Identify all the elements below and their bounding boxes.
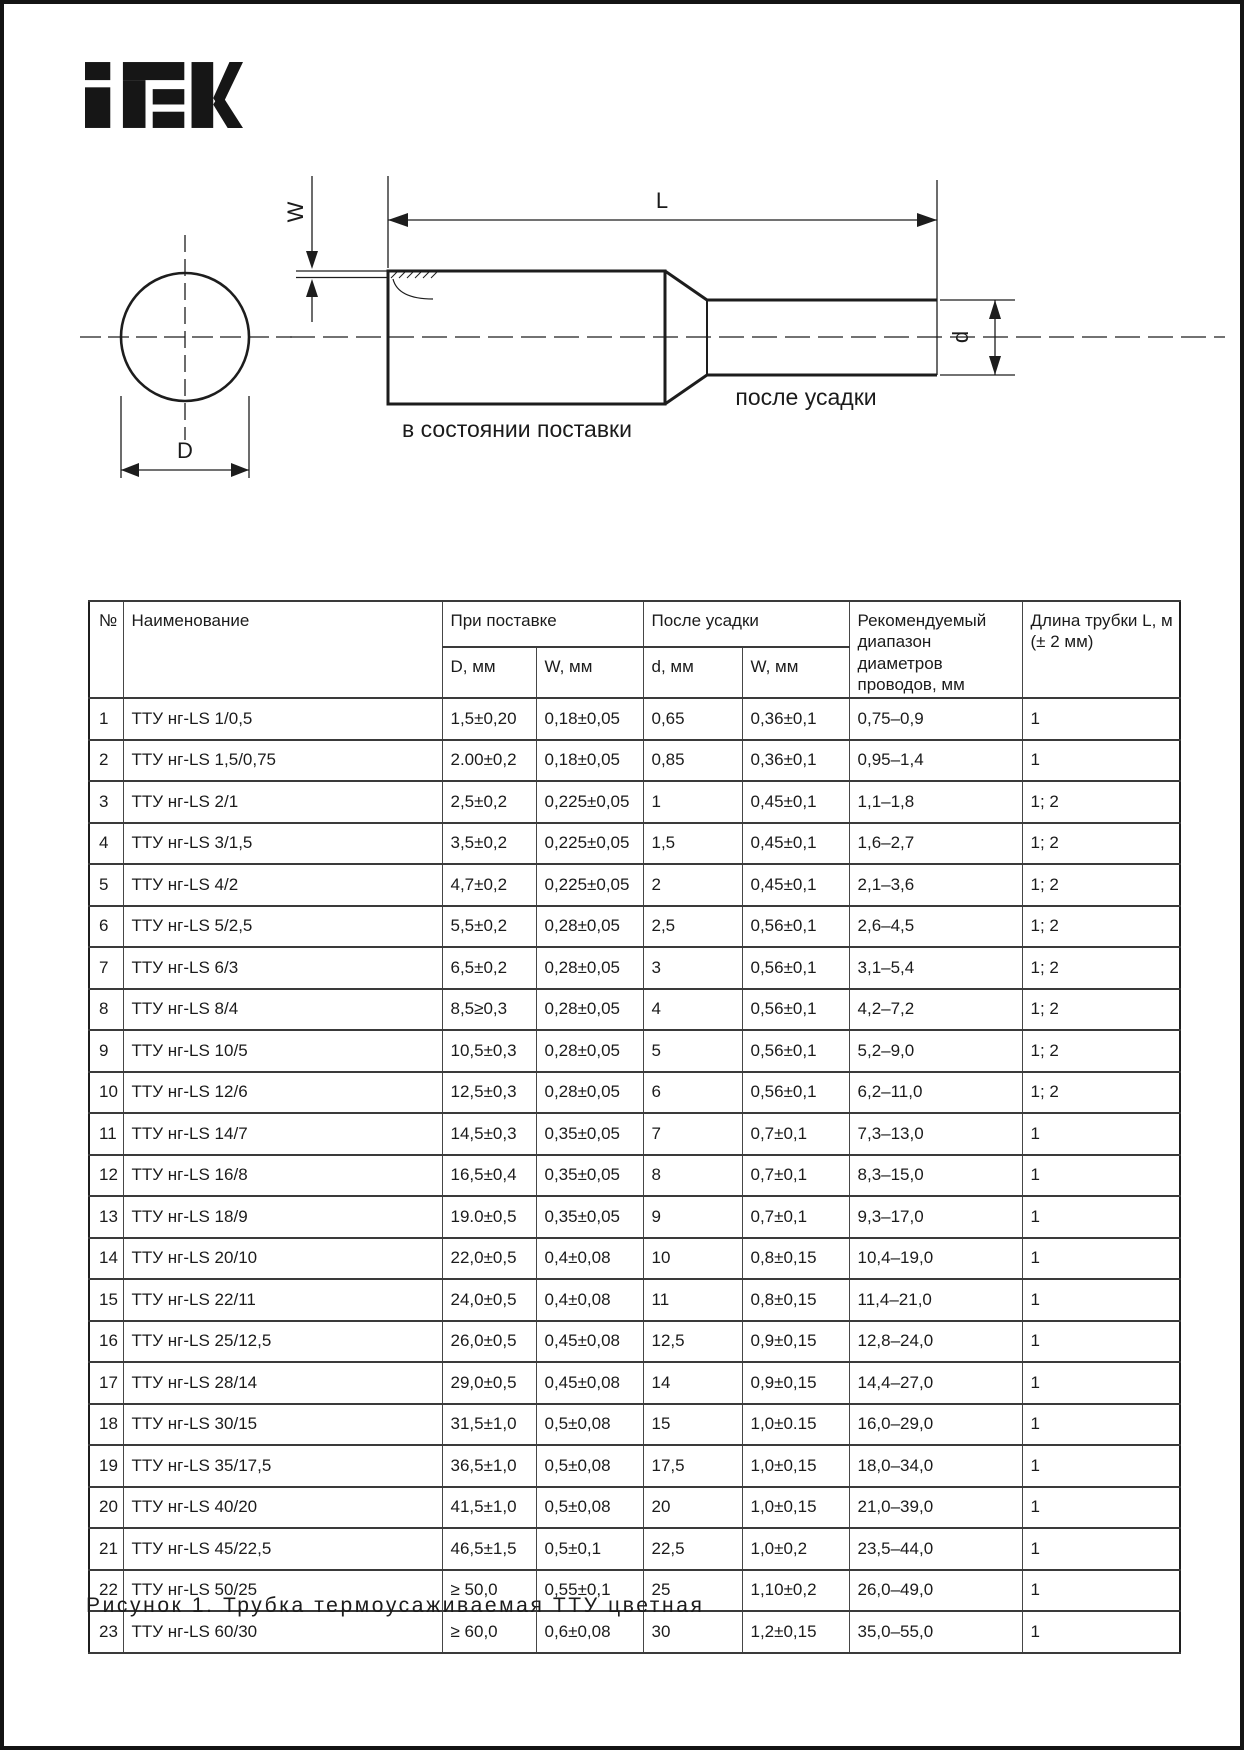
table-cell: 0,36±0,1: [742, 698, 849, 740]
dimension-W-arrow-up: [306, 279, 318, 297]
table-cell: 0,45±0,1: [742, 823, 849, 865]
table-cell: 1: [1022, 1487, 1180, 1529]
table-cell: 1; 2: [1022, 823, 1180, 865]
table-cell: ТТУ нг-LS 28/14: [123, 1362, 442, 1404]
table-cell: 12: [89, 1155, 123, 1197]
dimension-W-label: W: [283, 201, 308, 223]
table-cell: 23: [89, 1611, 123, 1653]
table-cell: 36,5±1,0: [442, 1445, 536, 1487]
table-cell: 0,35±0,05: [536, 1155, 643, 1197]
table-cell: 1,0±0,2: [742, 1528, 849, 1570]
table-cell: 14,4–27,0: [849, 1362, 1022, 1404]
table-row: [89, 906, 1180, 948]
dimension-D-label: D: [177, 438, 193, 463]
table-cell: 1: [1022, 1321, 1180, 1363]
table-cell: 1,0±0,15: [742, 1445, 849, 1487]
table-cell: 18,0–34,0: [849, 1445, 1022, 1487]
table-cell: 0,7±0,1: [742, 1113, 849, 1155]
table-cell: 2,6–4,5: [849, 906, 1022, 948]
table-row: [89, 1487, 1180, 1529]
col-header-after-W: W, мм: [742, 647, 849, 698]
table-row: [89, 1445, 1180, 1487]
table-cell: 0,9±0,15: [742, 1321, 849, 1363]
logo-e-top-bar: [123, 62, 184, 80]
table-cell: 0,8±0,15: [742, 1238, 849, 1280]
table-cell: 1,5±0,20: [442, 698, 536, 740]
table-cell: 10: [643, 1238, 742, 1280]
dimension-W-arrow-down: [306, 251, 318, 269]
table-header-row-groups: [89, 601, 1180, 647]
table-cell: 29,0±0,5: [442, 1362, 536, 1404]
table-cell: 26,0–49,0: [849, 1570, 1022, 1612]
table-cell: 0,6±0,08: [536, 1611, 643, 1653]
table-row: [89, 781, 1180, 823]
table-cell: 7: [89, 947, 123, 989]
table-cell: ТТУ нг-LS 6/3: [123, 947, 442, 989]
table-cell: 10,4–19,0: [849, 1238, 1022, 1280]
table-cell: ТТУ нг-LS 10/5: [123, 1030, 442, 1072]
table-body: [89, 698, 1180, 1653]
table-cell: 2,1–3,6: [849, 864, 1022, 906]
table-cell: 0,5±0,08: [536, 1404, 643, 1446]
table-cell: 17,5: [643, 1445, 742, 1487]
dimension-d-arrow-up: [989, 300, 1001, 319]
table-cell: 6,5±0,2: [442, 947, 536, 989]
table-cell: 4: [89, 823, 123, 865]
table-cell: ТТУ нг-LS 40/20: [123, 1487, 442, 1529]
table-cell: 0,4±0,08: [536, 1238, 643, 1280]
table-cell: 16: [89, 1321, 123, 1363]
table-cell: ТТУ нг-LS 20/10: [123, 1238, 442, 1280]
table-cell: 0,5±0,08: [536, 1445, 643, 1487]
table-cell: 1,2±0,15: [742, 1611, 849, 1653]
table-cell: 2: [643, 864, 742, 906]
table-cell: 1,1–1,8: [849, 781, 1022, 823]
table-row: [89, 1155, 1180, 1197]
table-cell: 1: [1022, 1155, 1180, 1197]
table-cell: 11: [89, 1113, 123, 1155]
table-cell: 18: [89, 1404, 123, 1446]
table-row: [89, 1238, 1180, 1280]
table-cell: 8: [89, 989, 123, 1031]
table-cell: 0,225±0,05: [536, 823, 643, 865]
col-header-delivery-W: W, мм: [536, 647, 643, 698]
logo-i-dot: [85, 62, 110, 80]
table-row: [89, 1279, 1180, 1321]
col-header-after-group: После усадки: [643, 601, 849, 647]
table-cell: 1: [1022, 1404, 1180, 1446]
taper-top-edge: [665, 271, 707, 300]
table-cell: 1,10±0,2: [742, 1570, 849, 1612]
table-cell: 6: [643, 1072, 742, 1114]
table-cell: 0,28±0,05: [536, 989, 643, 1031]
table-cell: ТТУ нг-LS 35/17,5: [123, 1445, 442, 1487]
dimension-L-arrow-left: [388, 213, 408, 227]
logo-e-bottom-bar: [153, 112, 185, 128]
table-cell: 0,36±0,1: [742, 740, 849, 782]
table-row: [89, 1404, 1180, 1446]
table-cell: 20: [643, 1487, 742, 1529]
table-cell: 0,5±0,1: [536, 1528, 643, 1570]
table-cell: 7,3–13,0: [849, 1113, 1022, 1155]
table-row: [89, 1362, 1180, 1404]
table-cell: 22,5: [643, 1528, 742, 1570]
table-cell: 17: [89, 1362, 123, 1404]
table-cell: 1; 2: [1022, 781, 1180, 823]
logo-i-body: [85, 87, 110, 128]
table-cell: 0,56±0,1: [742, 1030, 849, 1072]
table-cell: 15: [89, 1279, 123, 1321]
table-cell: 1; 2: [1022, 989, 1180, 1031]
table-cell: 16,5±0,4: [442, 1155, 536, 1197]
table-cell: 11: [643, 1279, 742, 1321]
table-cell: 1; 2: [1022, 1072, 1180, 1114]
dimension-L-label: L: [655, 188, 669, 213]
table-cell: 5,2–9,0: [849, 1030, 1022, 1072]
table-cell: 1: [1022, 740, 1180, 782]
table-cell: 25: [643, 1570, 742, 1612]
taper-bottom-edge: [665, 375, 707, 404]
table-cell: 1: [1022, 1445, 1180, 1487]
table-cell: 0,45±0,08: [536, 1321, 643, 1363]
table-row: [89, 740, 1180, 782]
table-cell: 5: [89, 864, 123, 906]
table-cell: 3: [89, 781, 123, 823]
table-cell: 1: [1022, 1279, 1180, 1321]
table-cell: 7: [643, 1113, 742, 1155]
table-cell: 19.0±0,5: [442, 1196, 536, 1238]
table-cell: 13: [89, 1196, 123, 1238]
table-cell: 46,5±1,5: [442, 1528, 536, 1570]
table-cell: 1: [1022, 1528, 1180, 1570]
table-cell: 0,56±0,1: [742, 1072, 849, 1114]
table-cell: ТТУ нг-LS 45/22,5: [123, 1528, 442, 1570]
table-cell: 35,0–55,0: [849, 1611, 1022, 1653]
dimension-W: [296, 176, 388, 322]
table-row: [89, 947, 1180, 989]
table-cell: 8: [643, 1155, 742, 1197]
col-header-wire-range: Рекомендуемый диапазон диаметров проводов, мм: [849, 601, 1022, 698]
table-cell: 3: [643, 947, 742, 989]
table-cell: 10,5±0,3: [442, 1030, 536, 1072]
table-cell: ≥ 50,0: [442, 1570, 536, 1612]
table-cell: ТТУ нг-LS 18/9: [123, 1196, 442, 1238]
table-cell: 12,8–24,0: [849, 1321, 1022, 1363]
tube-shrunk-outline: [665, 180, 937, 404]
table-cell: 2,5: [643, 906, 742, 948]
table-cell: 10: [89, 1072, 123, 1114]
figure-caption: Рисунок 1. Трубка термоусаживаемая ТТУ цветная: [86, 1594, 705, 1617]
iek-logo-glyphs: [85, 62, 243, 128]
table-cell: 22: [89, 1570, 123, 1612]
table-cell: 9: [643, 1196, 742, 1238]
table-cell: 3,1–5,4: [849, 947, 1022, 989]
table-cell: 0,35±0,05: [536, 1113, 643, 1155]
table-row: [89, 864, 1180, 906]
table-cell: 0,85: [643, 740, 742, 782]
table-cell: 2.00±0,2: [442, 740, 536, 782]
table-cell: ТТУ нг-LS 50/25: [123, 1570, 442, 1612]
table-row: [89, 1528, 1180, 1570]
table-cell: ТТУ нг-LS 60/30: [123, 1611, 442, 1653]
table-cell: 4,7±0,2: [442, 864, 536, 906]
table-cell: 1: [1022, 1238, 1180, 1280]
iek-logo: [85, 58, 243, 132]
table-cell: 8,5≥0,3: [442, 989, 536, 1031]
table-row: [89, 1321, 1180, 1363]
table-cell: 22,0±0,5: [442, 1238, 536, 1280]
table-cell: 4,2–7,2: [849, 989, 1022, 1031]
table-cell: 0,7±0,1: [742, 1196, 849, 1238]
table-cell: 0,7±0,1: [742, 1155, 849, 1197]
table-cell: ТТУ нг-LS 22/11: [123, 1279, 442, 1321]
table-cell: 0,65: [643, 698, 742, 740]
table-cell: 21,0–39,0: [849, 1487, 1022, 1529]
table-cell: 1: [89, 698, 123, 740]
logo-k-lower-arm: [213, 93, 243, 128]
table-cell: 1,0±0.15: [742, 1404, 849, 1446]
table-cell: 9,3–17,0: [849, 1196, 1022, 1238]
table-cell: 0,56±0,1: [742, 947, 849, 989]
table-cell: 0,45±0,1: [742, 864, 849, 906]
table-cell: ТТУ нг-LS 1/0,5: [123, 698, 442, 740]
shrunk-state-label: после усадки: [735, 384, 877, 410]
table-cell: 5: [643, 1030, 742, 1072]
table-cell: ТТУ нг-LS 2/1: [123, 781, 442, 823]
table-cell: 0,55±0,1: [536, 1570, 643, 1612]
table-cell: 0,225±0,05: [536, 781, 643, 823]
logo-e-middle-bar: [153, 89, 185, 104]
dimension-D-arrow-left: [121, 463, 139, 477]
table-cell: 12,5: [643, 1321, 742, 1363]
table-cell: 8,3–15,0: [849, 1155, 1022, 1197]
table-cell: 12,5±0,3: [442, 1072, 536, 1114]
table-cell: 1; 2: [1022, 947, 1180, 989]
table-cell: 0,35±0,05: [536, 1196, 643, 1238]
col-header-num: №: [89, 601, 123, 698]
table-cell: ТТУ нг-LS 12/6: [123, 1072, 442, 1114]
table-cell: 23,5–44,0: [849, 1528, 1022, 1570]
table-cell: ТТУ нг-LS 14/7: [123, 1113, 442, 1155]
table-cell: ТТУ нг-LS 8/4: [123, 989, 442, 1031]
col-header-tube-length: Длина трубки L, м (± 2 мм): [1022, 601, 1180, 698]
table-cell: 6: [89, 906, 123, 948]
table-cell: 26,0±0,5: [442, 1321, 536, 1363]
table-cell: 0,28±0,05: [536, 1072, 643, 1114]
table-cell: 1: [1022, 1196, 1180, 1238]
table-cell: 1; 2: [1022, 1030, 1180, 1072]
table-cell: ТТУ нг-LS 30/15: [123, 1404, 442, 1446]
table-cell: 4: [643, 989, 742, 1031]
table-cell: 0,45±0,1: [742, 781, 849, 823]
table-cell: 0,56±0,1: [742, 989, 849, 1031]
table-cell: 0,8±0,15: [742, 1279, 849, 1321]
tube-technical-drawing: [0, 140, 1244, 480]
table-cell: 0,95–1,4: [849, 740, 1022, 782]
table-cell: 11,4–21,0: [849, 1279, 1022, 1321]
col-header-after-d: d, мм: [643, 647, 742, 698]
table-row: [89, 989, 1180, 1031]
table-row: [89, 1196, 1180, 1238]
table-row: [89, 1113, 1180, 1155]
table-cell: 1; 2: [1022, 906, 1180, 948]
tube-spec-table: [88, 600, 1181, 1654]
table-cell: 1: [1022, 1362, 1180, 1404]
table-cell: 1: [1022, 1570, 1180, 1612]
table-cell: 1: [643, 781, 742, 823]
table-cell: 14: [643, 1362, 742, 1404]
table-cell: 0,28±0,05: [536, 1030, 643, 1072]
table-cell: 1: [1022, 1611, 1180, 1653]
col-header-name: Наименование: [123, 601, 442, 698]
dimension-D-arrow-right: [231, 463, 249, 477]
table-cell: 0,4±0,08: [536, 1279, 643, 1321]
table-cell: 21: [89, 1528, 123, 1570]
table-row: [89, 1072, 1180, 1114]
table-cell: 14,5±0,3: [442, 1113, 536, 1155]
table-cell: 0,45±0,08: [536, 1362, 643, 1404]
table-cell: 20: [89, 1487, 123, 1529]
table-cell: 14: [89, 1238, 123, 1280]
table-cell: 0,28±0,05: [536, 906, 643, 948]
dimension-L-arrow-right: [917, 213, 937, 227]
logo-e-left-column: [123, 80, 146, 128]
table-cell: 6,2–11,0: [849, 1072, 1022, 1114]
table-cell: 0,9±0,15: [742, 1362, 849, 1404]
table-cell: ТТУ нг-LS 1,5/0,75: [123, 740, 442, 782]
table-cell: 2: [89, 740, 123, 782]
table-cell: ТТУ нг-LS 3/1,5: [123, 823, 442, 865]
table-cell: 0,75–0,9: [849, 698, 1022, 740]
table-cell: 1,5: [643, 823, 742, 865]
table-cell: ≥ 60,0: [442, 1611, 536, 1653]
table-cell: 0,18±0,05: [536, 698, 643, 740]
table-cell: ТТУ нг-LS 4/2: [123, 864, 442, 906]
table-cell: 9: [89, 1030, 123, 1072]
table-cell: 2,5±0,2: [442, 781, 536, 823]
table-cell: 1: [1022, 1113, 1180, 1155]
delivered-state-label: в состоянии поставки: [402, 416, 632, 442]
table-cell: 5,5±0,2: [442, 906, 536, 948]
table-row: [89, 698, 1180, 740]
table-cell: 3,5±0,2: [442, 823, 536, 865]
table-cell: 0,28±0,05: [536, 947, 643, 989]
table-cell: 41,5±1,0: [442, 1487, 536, 1529]
col-header-delivery-group: При поставке: [442, 601, 643, 647]
table-cell: 31,5±1,0: [442, 1404, 536, 1446]
table-cell: 0,225±0,05: [536, 864, 643, 906]
table-cell: ТТУ нг-LS 25/12,5: [123, 1321, 442, 1363]
dimension-d-arrow-down: [989, 356, 1001, 375]
table-cell: 1,0±0,15: [742, 1487, 849, 1529]
table-cell: 1; 2: [1022, 864, 1180, 906]
dimension-d-label: d: [948, 330, 973, 344]
col-header-delivery-D: D, мм: [442, 647, 536, 698]
table-row: [89, 1030, 1180, 1072]
table-cell: 1,6–2,7: [849, 823, 1022, 865]
table-cell: 0,18±0,05: [536, 740, 643, 782]
table-cell: 1: [1022, 698, 1180, 740]
table-cell: 19: [89, 1445, 123, 1487]
table-cell: 24,0±0,5: [442, 1279, 536, 1321]
logo-k-stem: [192, 62, 214, 128]
table-cell: 15: [643, 1404, 742, 1446]
wall-detail-curve: [393, 279, 433, 299]
table-cell: 0,56±0,1: [742, 906, 849, 948]
table-row: [89, 823, 1180, 865]
table-cell: 30: [643, 1611, 742, 1653]
table-cell: ТТУ нг-LS 16/8: [123, 1155, 442, 1197]
table-cell: ТТУ нг-LS 5/2,5: [123, 906, 442, 948]
table-cell: 0,5±0,08: [536, 1487, 643, 1529]
table-header: [89, 601, 1180, 698]
table-cell: 16,0–29,0: [849, 1404, 1022, 1446]
